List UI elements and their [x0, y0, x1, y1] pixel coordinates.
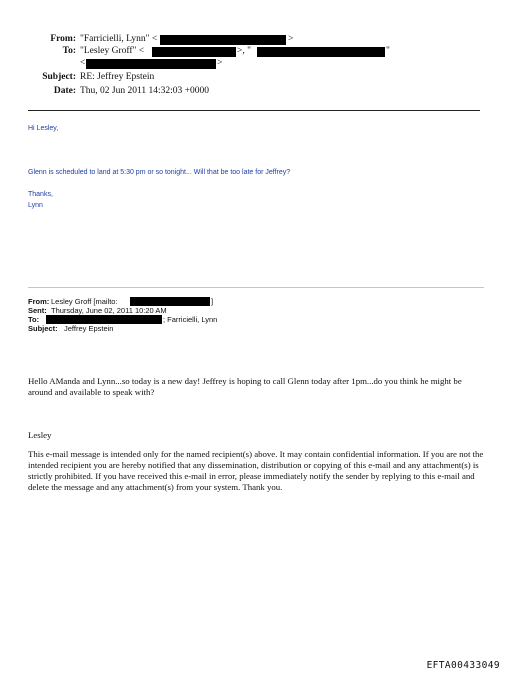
bates-number: EFTA00433049 [426, 660, 500, 671]
header-to-tail: " [386, 46, 390, 56]
fwd-to-label: To: [28, 315, 40, 324]
header-from-value: "Farricielli, Lynn" < [80, 34, 158, 44]
forward-divider [28, 287, 484, 288]
original-paragraph: Hello AManda and Lynn...so today is a new day! Jeffrey is hoping to call Glenn today after 1pm...do you think he might be around and available to speak with? [28, 376, 462, 397]
header-to-line2-open: < [80, 58, 86, 68]
fwd-from-label: From: [28, 297, 50, 306]
header-subject-label: Subject: [42, 72, 76, 82]
fwd-subject-value: Jeffrey Epstein [64, 324, 114, 333]
header-subject-value: RE: Jeffrey Epstein [80, 72, 155, 82]
redaction-block [160, 35, 286, 45]
fwd-to-value: ; Farricielli, Lynn [163, 315, 218, 324]
redaction-block [130, 297, 210, 306]
original-signature: Lesley [28, 430, 52, 440]
fwd-sent-label: Sent: [28, 306, 47, 315]
redaction-block [152, 47, 236, 57]
header-to-label: To: [62, 46, 76, 56]
reply-thanks: Thanks, [28, 191, 53, 198]
header-from-close: > [288, 34, 294, 44]
header-date-value: Thu, 02 Jun 2011 14:32:03 +0000 [80, 86, 210, 96]
reply-greeting: Hi Lesley, [28, 125, 59, 132]
header-to-mid: >, " [237, 46, 251, 56]
header-divider [28, 110, 480, 111]
fwd-sent-value: Thursday, June 02, 2011 10:20 AM [51, 306, 167, 315]
redaction-block [86, 59, 216, 69]
fwd-from-close: ] [211, 297, 214, 306]
reply-signature: Lynn [28, 202, 43, 209]
header-to-line2-close: > [217, 58, 223, 68]
fwd-from-value: Lesley Groff [mailto: [51, 297, 118, 306]
redaction-block [257, 47, 385, 57]
header-from-label: From: [50, 34, 76, 44]
header-date-label: Date: [53, 86, 76, 96]
fwd-subject-label: Subject: [28, 324, 58, 333]
disclaimer-text: This e-mail message is intended only for the named recipient(s) above. It may contain confidential information. If you are not the intended recipient you are hereby notified that any dissemination, distribution or copying of this e-mail and any attachment(s) is strictly prohibited. If you have received this e-mail in error, please immediately notify the sender by replying to this e-mail and delete the message and any attachment(s) from your system. Thank you. [28, 449, 484, 492]
redaction-block [46, 315, 162, 324]
reply-line: Glenn is scheduled to land at 5:30 pm or so tonight... Will that be too late for Jeffrey? [28, 169, 291, 176]
header-to-value: "Lesley Groff" < [80, 46, 145, 56]
